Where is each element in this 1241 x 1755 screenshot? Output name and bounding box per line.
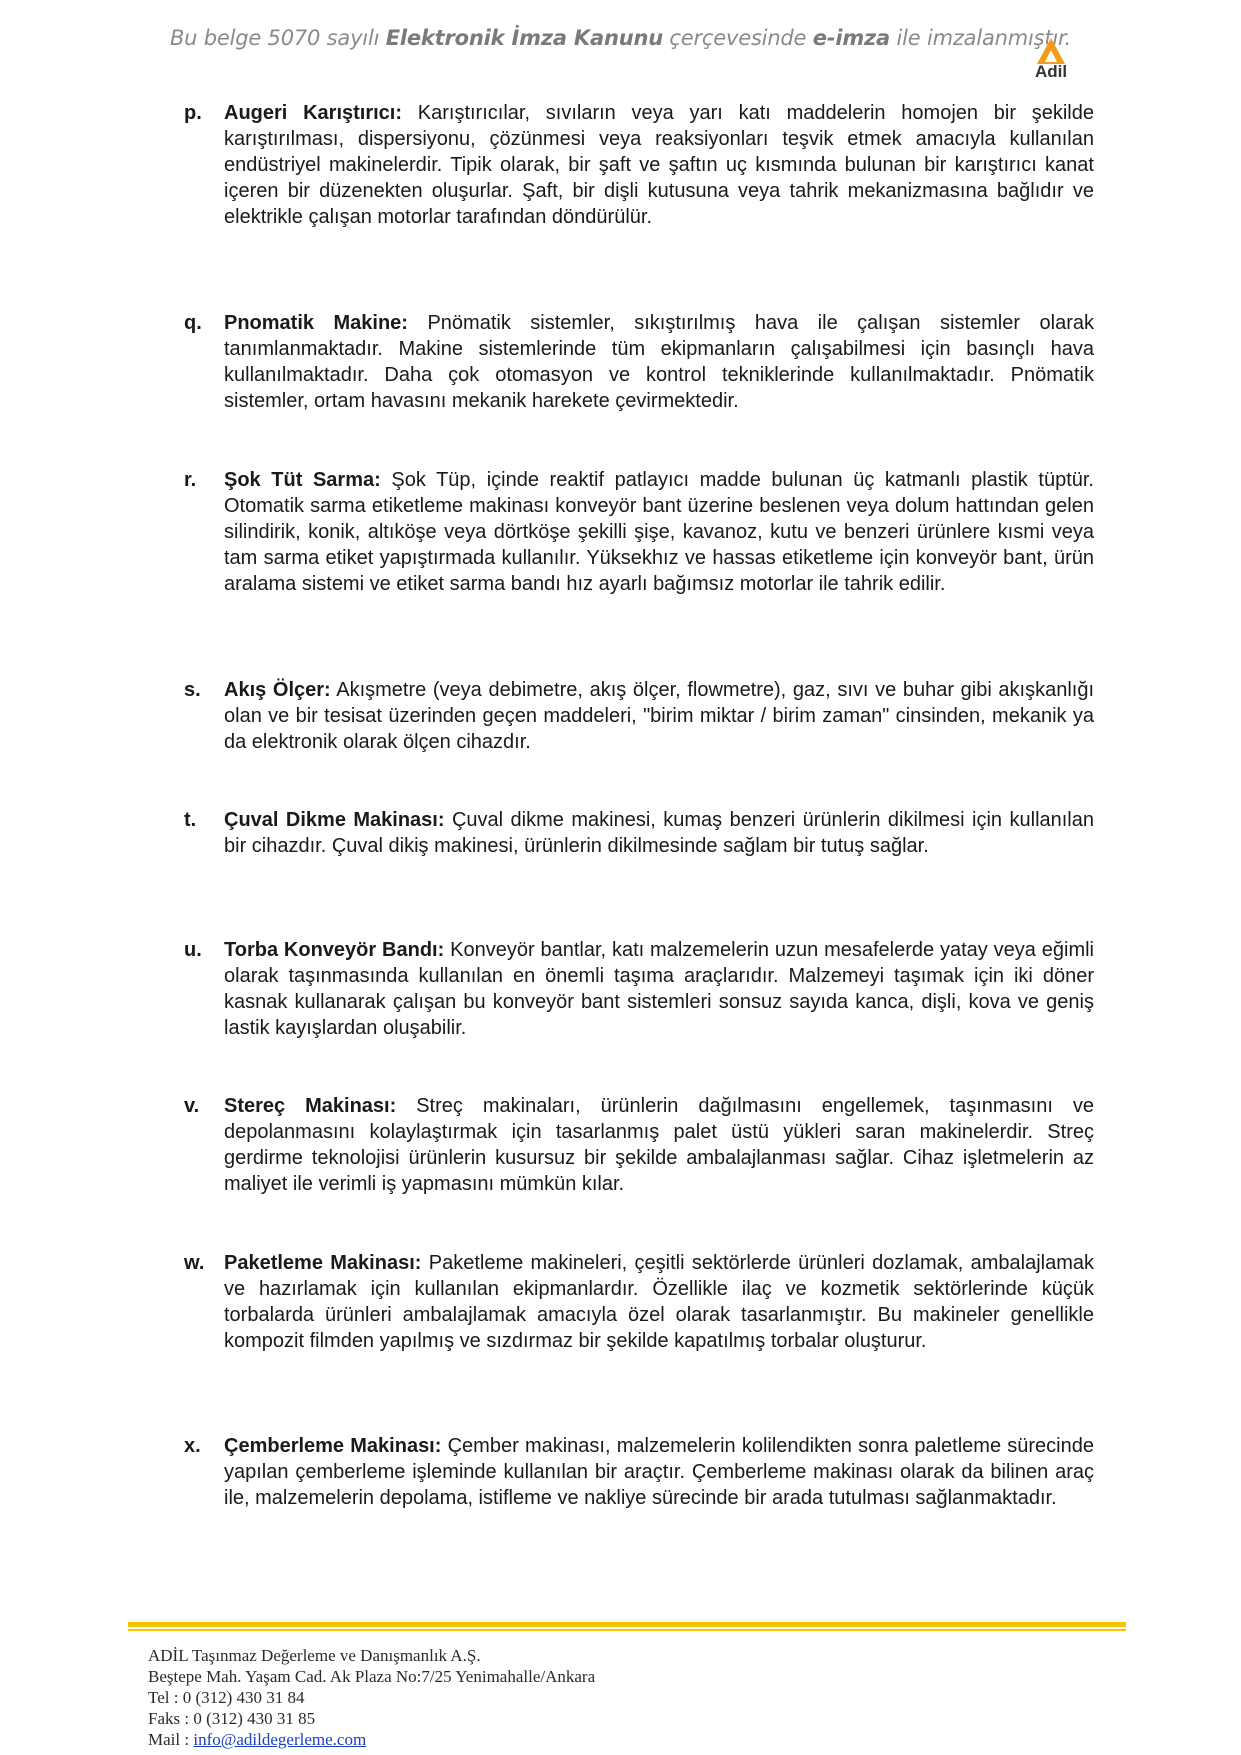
footer-company: ADİL Taşınmaz Değerleme ve Danışmanlık A.Ş. <box>148 1646 481 1665</box>
item-description: Streç makinaları, ürünlerin dağılmasını engellemek, taşınmasını ve depolanmasını kolaylaştırmak için tasarlanmış palet üstü yükleri saran makinelerdir. Streç gerdirme teknolojisi ürünlerin kusursuz bir şekilde ambalajlanması sağlar. Cihaz işletmelerin az maliyet ile verimli iş yapmasını mümkün kılar. <box>224 1095 1094 1195</box>
item-body <box>224 100 1094 230</box>
banner-text-post: ile imzalanmıştır. <box>890 26 1072 50</box>
item-letter: p. <box>184 102 202 124</box>
item-letter: v. <box>184 1095 200 1117</box>
company-logo <box>1033 38 1069 86</box>
item-body <box>224 1433 1094 1511</box>
item-body <box>224 807 1094 859</box>
item-letter: s. <box>184 679 201 701</box>
footer-mail-line <box>148 1729 595 1750</box>
item-body <box>224 310 1094 414</box>
logo-triangle-icon <box>1037 38 1065 64</box>
item-term: Çuval Dikme Makinası: <box>224 809 445 831</box>
banner-text-esign: e-imza <box>812 26 890 50</box>
item-description: Konveyör bantlar, katı malzemelerin uzun mesafelerde yatay veya eğimli olarak taşınmasında kullanılan en önemli taşıma araçlarıdır. Malzemeyi taşımak için iki döner kasnak kullanarak çalışan bu konveyör bant sistemleri sonsuz sayıda kanca, dişli, kova ve geniş lastik kayışlardan oluşabilir. <box>224 939 1094 1039</box>
footer-mail-label: Mail : <box>148 1730 194 1749</box>
item-letter: w. <box>184 1252 205 1274</box>
item-letter: t. <box>184 809 197 831</box>
item-letter: u. <box>184 939 202 961</box>
item-description: Akışmetre (veya debimetre, akış ölçer, flowmetre), gaz, sıvı ve buhar gibi akışkanlığı olan ve bir tesisat üzerinden geçen maddeleri, "birim miktar / birim zaman" cinsinden, mekanik ya da elektronik olarak ölçen cihazdır. <box>224 679 1095 753</box>
logo-text: Adil <box>1034 62 1068 81</box>
item-term: Akış Ölçer: <box>224 679 331 701</box>
item-body <box>224 1093 1094 1197</box>
item-term: Augeri Karıştırıcı: <box>224 102 403 124</box>
item-term: Pnomatik Makine: <box>224 312 408 334</box>
footer-phone: Tel : 0 (312) 430 31 84 <box>148 1688 305 1707</box>
item-letter: r. <box>184 469 197 491</box>
item-description: Çuval dikme makinesi, kumaş benzeri ürünlerin dikilmesi için kullanılan bir cihazdır. Çuval dikiş makinesi, ürünlerin dikilmesinde sağlam bir tutuş sağlar. <box>224 809 1095 857</box>
item-term: Stereç Makinası: <box>224 1095 397 1117</box>
item-description: Paketleme makineleri, çeşitli sektörlerde ürünleri dozlamak, ambalajlamak ve hazırlamak için kullanılan ekipmanlardır. Özellikle ilaç ve kozmetik sektörlerinde küçük torbalarda ürünleri ambalajlamak amacıyla özel olarak tasarlanmıştır. Bu makineler genellikle kompozit filmden yapılmış ve sızdırmaz bir şekilde kapatılmış torbalar oluşturur. <box>224 1252 1094 1352</box>
footer-address: Beştepe Mah. Yaşam Cad. Ak Plaza No:7/25 Yenimahalle/Ankara <box>148 1667 596 1686</box>
footer-contact <box>148 1645 595 1750</box>
footer-fax: Faks : 0 (312) 430 31 85 <box>148 1709 316 1728</box>
item-description: Karıştırıcılar, sıvıların veya yarı katı maddelerin homojen bir şekilde karıştırılması, dispersiyonu, çözünmesi veya reaksiyonları teşvik etmek amacıyla kullanılan endüstriyel makinelerdir. Tipik olarak, bir şaft ve şaftın uç kısmında bulunan bir karıştırıcı kanat içeren bir düzenekten oluşurlar. Şaft, bir dişli kutusuna veya tahrik mekanizmasına bağlıdır ve elektrikle çalışan motorlar tarafından döndürülür. <box>224 102 1094 228</box>
item-term: Şok Tüt Sarma: <box>224 469 381 491</box>
item-letter: x. <box>184 1435 201 1457</box>
banner-text-law: Elektronik İmza Kanunu <box>385 26 663 50</box>
item-term: Paketleme Makinası: <box>224 1252 422 1274</box>
banner-text-pre: Bu belge 5070 sayılı <box>169 26 386 50</box>
footer-mail-link[interactable]: info@adildegerleme.com <box>193 1730 367 1749</box>
item-body <box>224 677 1094 755</box>
item-description: Şok Tüp, içinde reaktif patlayıcı madde bulunan üç katmanlı plastik tüptür. Otomatik sarma etiketleme makinası konveyör bant üzerine beslenen veya dolum hattından gelen silindirik, konik, altıköşe veya dörtköşe şekilli şişe, kavanoz, kutu ve benzeri ürünlere kısmi veya tam sarma etiket yapıştırmada kullanılır. Yüksekhız ve hassas etiketleme için konveyör bant, ürün aralama sistemi ve etiket sarma bandı hız ayarlı bağımsız motorlar ile tahrik edilir. <box>224 469 1094 595</box>
item-term: Torba Konveyör Bandı: <box>224 939 445 961</box>
footer-divider-thick <box>128 1622 1126 1627</box>
item-description: Çember makinası, malzemelerin kolilendikten sonra paletleme sürecinde yapılan çemberleme işleminde kullanılan bir araçtır. Çemberleme makinası olarak da bilinen araç ile, malzemelerin depolama, istifleme ve nakliye sürecinde bir arada tutulması sağlanmaktadır. <box>224 1435 1094 1509</box>
item-body <box>224 1250 1094 1354</box>
item-term: Çemberleme Makinası: <box>224 1435 442 1457</box>
item-description: Pnömatik sistemler, sıkıştırılmış hava ile çalışan sistemler olarak tanımlanmaktadır. Makine sistemlerinde tüm ekipmanların çalışabilmesi için basınçlı hava kullanılmaktadır. Daha çok otomasyon ve kontrol tekniklerinde kullanılmaktadır. Pnömatik sistemler, ortam havasını mekanik harekete çevirmektedir. <box>224 312 1094 412</box>
item-letter: q. <box>184 312 202 334</box>
footer-divider-thin <box>128 1629 1126 1631</box>
item-body <box>224 467 1094 597</box>
banner-text-mid: çerçevesinde <box>662 26 813 50</box>
item-body <box>224 937 1094 1041</box>
